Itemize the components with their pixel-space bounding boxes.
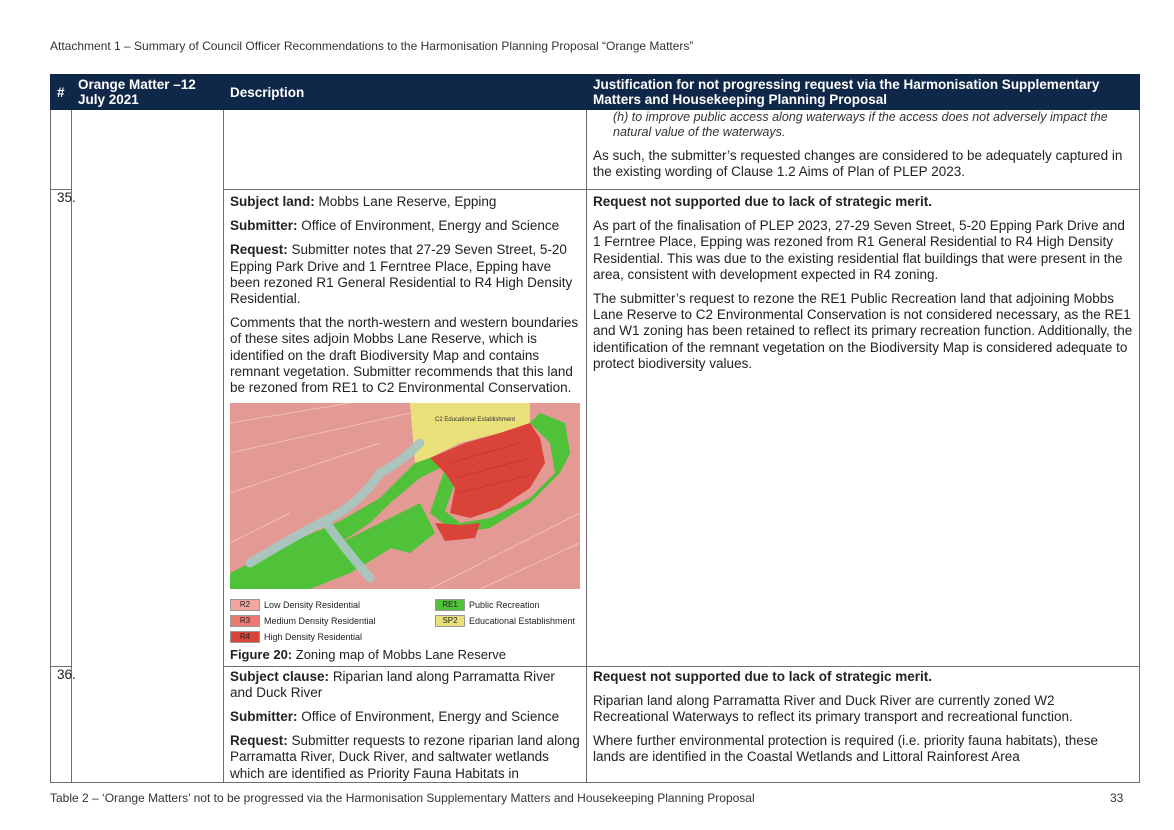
subject-clause-label: Subject clause: [230,668,330,684]
request-label: Request: [230,733,288,749]
cell-description [224,190,587,667]
legend-swatch: R2 [230,599,260,611]
zoning-map-image [230,403,580,589]
clause-h-text: (h) to improve public access along waterways if the access does not adversely impact the natural value of the waterways. [613,110,1108,139]
legend-item-sp2 [435,613,580,629]
column-header-description: Description [224,75,587,110]
cell-description [224,666,587,782]
legend-label: Public Recreation [469,600,540,611]
legend-swatch: R4 [230,631,260,643]
comments-text: Comments that the north-western and western boundaries of these sites adjoin Mobbs Lane Reserve, which is identified on the draft Biodiversity Map and contains remnant vegetation. Submitter recommends that this land be rezoned from RE1 to C2 Environmental Conservation. [230,315,579,396]
row-number: 35. [51,190,72,667]
request-value: Submitter notes that 27-29 Seven Street, 5-20 Epping Park Drive and 1 Ferntree Place, Epping have been rezoned R1 General Residential to R4 High Density Residential. [230,242,573,307]
legend-item-re1 [435,597,580,613]
page-header: Attachment 1 – Summary of Council Officer Recommendations to the Harmonisation Planning Proposal “Orange Matters” [50,39,694,53]
justification-paragraph: As part of the finalisation of PLEP 2023, 27-29 Seven Street, 5-20 Epping Park Drive and 1 Ferntree Place, Epping was rezoned from R1 General Residential to R4 High Density Residential. This was due to the existing residential flat buildings that were present in the area, consistent with development expected in R4 zoning. [593,218,1125,282]
column-header-orange-matter: Orange Matter –12 July 2021 [72,75,224,110]
submitter-value: Office of Environment, Energy and Science [301,218,560,234]
cell-description [224,110,587,190]
legend-item-r2 [230,597,435,613]
column-header-justification: Justification for not progressing request via the Harmonisation Supplementary Matters and Housekeeping Planning Proposal [587,75,1140,110]
subject-land [230,194,580,210]
submitter-label: Submitter: [230,218,298,234]
legend-swatch: SP2 [435,615,465,627]
table-row-continued [51,110,1140,190]
figure-caption [230,647,580,665]
table-header-row [51,75,1140,110]
subject-clause [230,669,580,701]
cell-justification [587,110,1140,190]
figure-label: Figure 20: [230,647,293,663]
column-header-number: # [51,75,72,110]
map-label: C2 Educational Establishment [435,417,516,424]
justification-paragraph: Riparian land along Parramatta River and Duck River are currently zoned W2 Recreational Waterways to reflect its primary transport and recreational function. [593,692,1073,725]
justification-heading: Request not supported due to lack of strategic merit. [593,668,933,684]
cell-orange-matter [72,110,224,783]
request [230,242,580,307]
cell-justification [587,190,1140,667]
subject-land-value: Mobbs Lane Reserve, Epping [318,194,497,209]
justification-paragraph: Where further environmental protection is required (i.e. priority fauna habitats), these lands are identified in the Coastal Wetlands and Littoral Rainforest Area [593,733,1098,765]
request-value: Submitter requests to rezone riparian land along Parramatta River, Duck River, and saltwater wetlands which are identified as Priority Fauna Habitats in [230,733,580,781]
legend-label: Medium Density Residential [264,616,376,627]
cell-number [51,110,72,190]
legend-label: Educational Establishment [469,616,576,627]
orange-matters-table [50,74,1140,783]
table-footer-caption: Table 2 – ‘Orange Matters’ not to be progressed via the Harmonisation Supplementary Matters and Housekeeping Planning Proposal [50,791,755,805]
zoning-map [230,403,580,645]
row-number: 36. [51,666,72,782]
legend-item-r4 [230,629,435,645]
justification-paragraph: The submitter’s request to rezone the RE1 Public Recreation land that adjoining Mobbs Lane Reserve to C2 Environmental Conservation is not considered necessary, as the RE1 and W1 zoning has been retained to reflect its primary recreation function. Additionally, the identification of the remnant vegetation on the Biodiversity Map is considered adequate to protect biodiversity values. [593,291,1133,371]
figure-caption-text: Zoning map of Mobbs Lane Reserve [295,647,507,663]
justification-text: As such, the submitter’s requested changes are considered to be adequately captured in the existing wording of Clause 1.2 Aims of Plan of PLEP 2023. [593,148,1123,180]
submitter [230,218,580,234]
cell-justification [587,666,1140,782]
request [230,733,580,782]
subject-land-label: Subject land: [230,194,315,209]
justification-heading: Request not supported due to lack of strategic merit. [593,194,933,209]
subject-clause-value: Riparian land along Parramatta River and Duck River [230,668,555,700]
map-legend [230,597,580,645]
legend-label: Low Density Residential [264,600,361,611]
submitter-label: Submitter: [230,709,298,725]
legend-swatch: RE1 [435,599,465,611]
request-label: Request: [230,242,288,258]
submitter-value: Office of Environment, Energy and Science [301,709,560,725]
legend-label: High Density Residential [264,632,363,643]
legend-item-r3 [230,613,435,629]
page-number: 33 [1110,791,1124,805]
submitter [230,709,580,725]
legend-swatch: R3 [230,615,260,627]
